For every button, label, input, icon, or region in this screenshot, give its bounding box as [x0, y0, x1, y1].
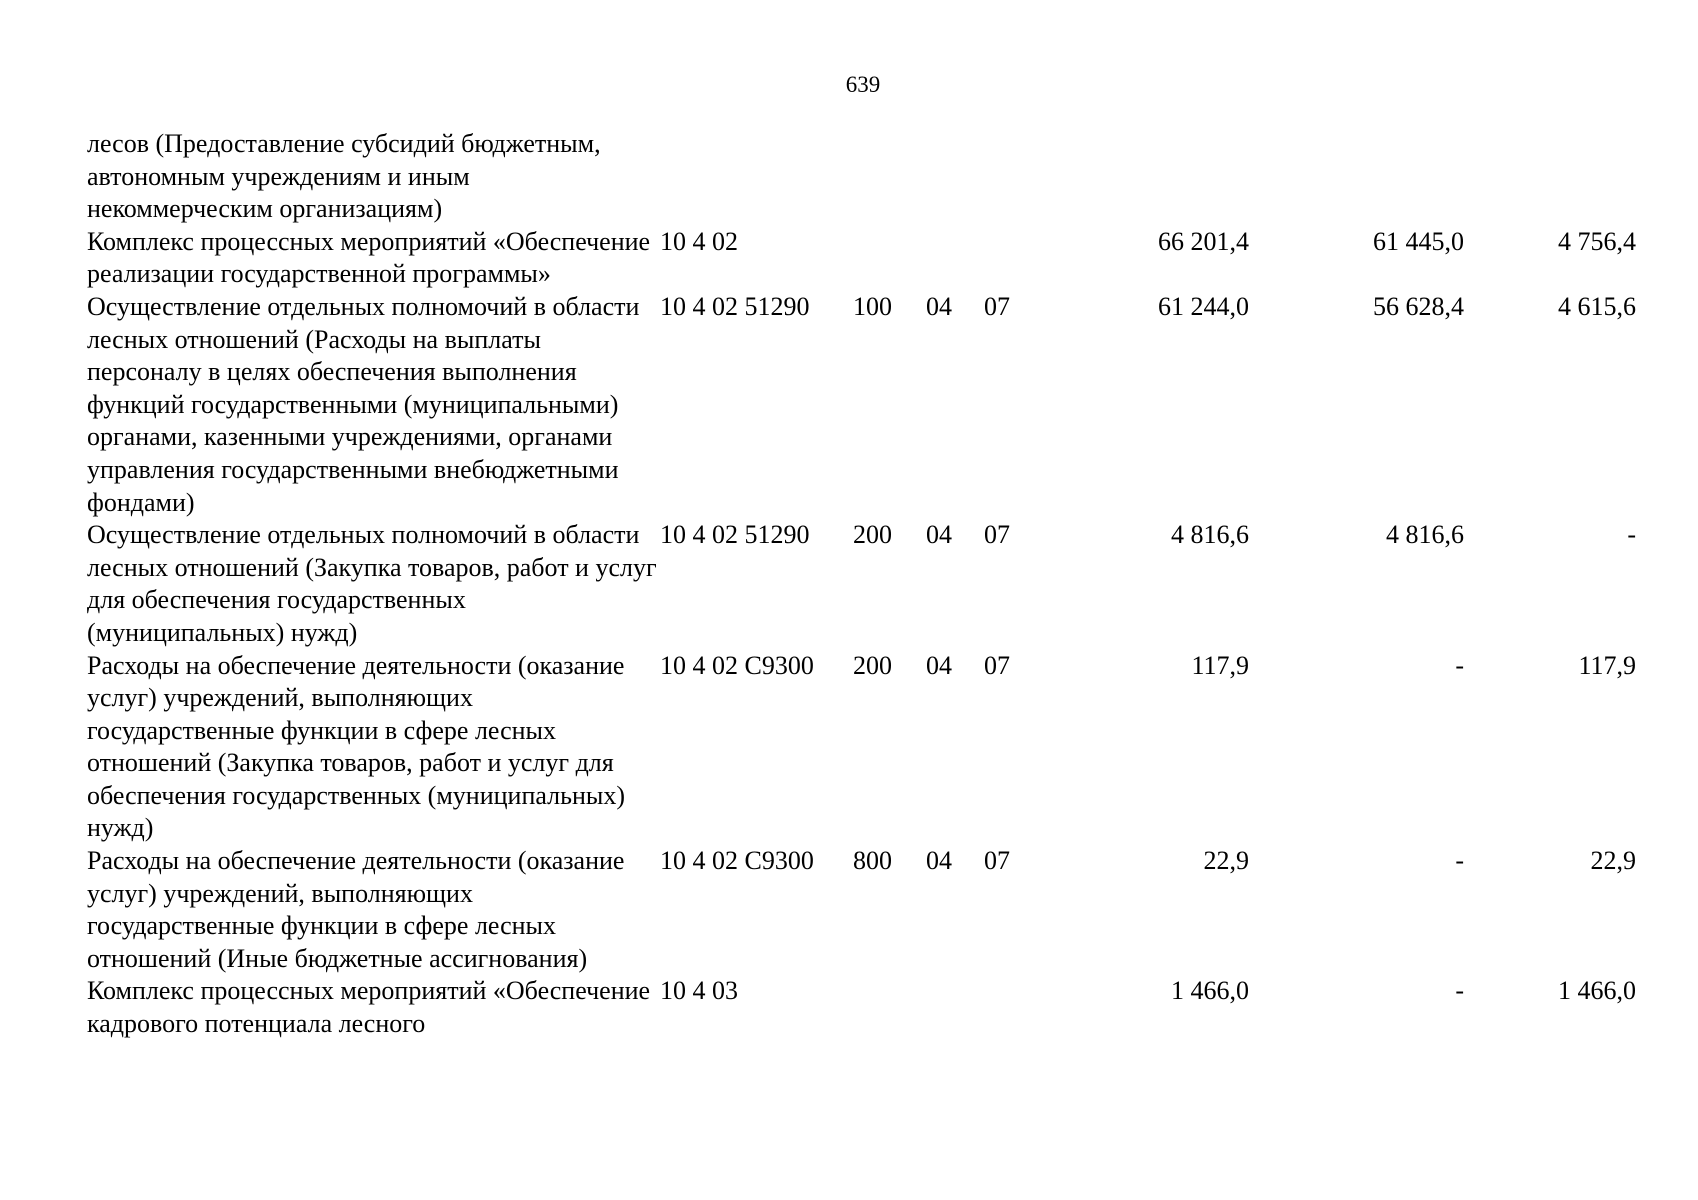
row-name: Комплекс процессных мероприятий «Обеспечение кадрового потенциала лесного: [87, 976, 651, 1039]
row-sum-second: -: [1455, 846, 1464, 876]
table-row: [87, 128, 1636, 226]
row-target-article: 10 4 02 51290: [660, 520, 810, 550]
row-target-article: 10 4 02 С9300: [660, 846, 814, 876]
row-expense-type: [853, 128, 926, 226]
row-subsection: 07: [984, 650, 1010, 680]
row-sum-second: 61 445,0: [1373, 226, 1464, 256]
row-target-article: 10 4 03: [660, 976, 738, 1006]
row-expense-type: 200: [853, 650, 892, 680]
row-expense-type: [853, 226, 926, 291]
row-sum-total: 61 244,0: [1158, 291, 1249, 321]
row-target-article: 10 4 02 51290: [660, 291, 810, 321]
row-name: лесов (Предоставление субсидий бюджетным, автономным учреждениям и иным некоммерческим организациям): [87, 129, 601, 224]
row-section: 04: [926, 520, 952, 550]
table-row: [87, 845, 1636, 975]
row-section: [926, 975, 984, 1040]
row-sum-second: 4 816,6: [1386, 520, 1464, 550]
row-sum-total: 1 466,0: [1171, 976, 1249, 1006]
table-row: [87, 650, 1636, 846]
row-sum-second: -: [1455, 976, 1464, 1006]
table-row: [87, 226, 1636, 291]
row-name: Осуществление отдельных полномочий в области лесных отношений (Закупка товаров, работ и услуг для обеспечения государственных (муниципальных) нужд): [87, 520, 657, 647]
budget-table-body: [87, 128, 1636, 1041]
row-subsection: 07: [984, 520, 1010, 550]
row-target-article: 10 4 02: [660, 226, 738, 256]
budget-table: [87, 128, 1636, 1041]
row-sum-total: 66 201,4: [1158, 226, 1249, 256]
row-target-article: 10 4 02 С9300: [660, 650, 814, 680]
row-sum-total: [1044, 128, 1249, 226]
row-subsection: [984, 226, 1044, 291]
row-sum-third: 1 466,0: [1558, 976, 1636, 1006]
row-subsection: 07: [984, 291, 1010, 321]
row-name: Комплекс процессных мероприятий «Обеспечение реализации государственной программы»: [87, 226, 651, 289]
page-number: 639: [845, 72, 881, 97]
table-row: [87, 975, 1636, 1040]
row-sum-total: 22,9: [1203, 846, 1249, 876]
row-expense-type: [853, 975, 926, 1040]
row-section: [926, 128, 984, 226]
row-sum-second: 56 628,4: [1373, 291, 1464, 321]
row-section: 04: [926, 650, 952, 680]
row-sum-total: 4 816,6: [1171, 520, 1249, 550]
row-sum-third: 4 756,4: [1558, 226, 1636, 256]
row-expense-type: 200: [853, 520, 892, 550]
row-name: Расходы на обеспечение деятельности (оказание услуг) учреждений, выполняющих государственные функции в сфере лесных отношений (Закупка товаров, работ и услуг для обеспечения государственных (муниципальных) нужд): [87, 650, 626, 843]
row-name: Осуществление отдельных полномочий в области лесных отношений (Расходы на выплаты персоналу в целях обеспечения выполнения функций государственными (муниципальными) органами, казенными учреждениями, органами управления государственными внебюджетными фондами): [87, 291, 640, 517]
row-sum-second: -: [1455, 650, 1464, 680]
row-subsection: [984, 128, 1044, 226]
row-sum-third: 4 615,6: [1558, 291, 1636, 321]
table-row: [87, 291, 1636, 519]
row-subsection: 07: [984, 846, 1010, 876]
row-name: Расходы на обеспечение деятельности (оказание услуг) учреждений, выполняющих государственные функции в сфере лесных отношений (Иные бюджетные ассигнования): [87, 846, 625, 973]
row-sum-third: [1464, 128, 1636, 226]
row-sum-third: -: [1627, 520, 1636, 550]
row-sum-second: [1249, 128, 1464, 226]
row-section: 04: [926, 846, 952, 876]
row-target-article: [660, 128, 853, 226]
row-section: [926, 226, 984, 291]
row-expense-type: 100: [853, 291, 892, 321]
row-expense-type: 800: [853, 846, 892, 876]
row-sum-third: 117,9: [1578, 650, 1636, 680]
row-sum-total: 117,9: [1191, 650, 1249, 680]
row-sum-third: 22,9: [1590, 846, 1636, 876]
row-subsection: [984, 975, 1044, 1040]
row-section: 04: [926, 291, 952, 321]
table-row: [87, 519, 1636, 649]
